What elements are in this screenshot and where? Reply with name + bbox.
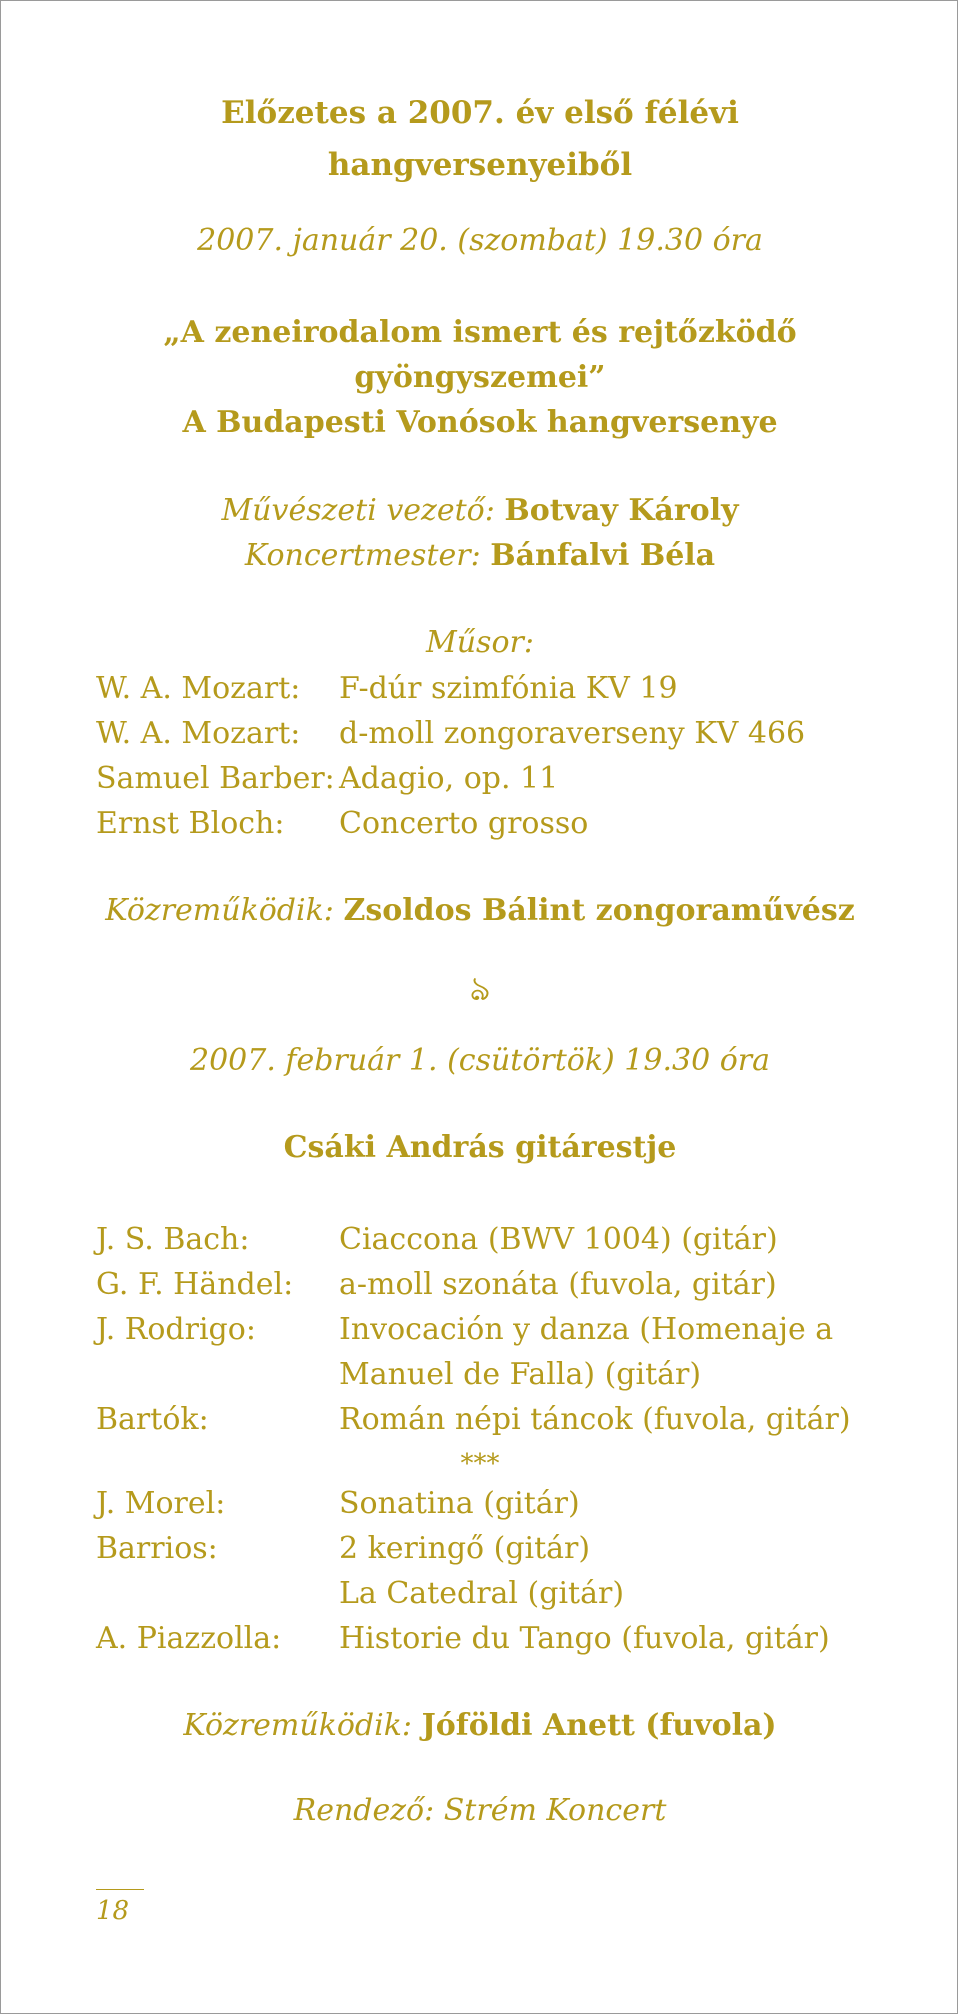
title-line-2: hangversenyeiből (327, 147, 633, 183)
program-composer (96, 1571, 339, 1616)
page-title (1, 87, 959, 191)
program-row (96, 1307, 851, 1352)
program-label: Műsor: (426, 625, 534, 660)
program-composer: A. Piazzolla: (96, 1621, 282, 1656)
artistic-director-role: Művészeti vezető: (221, 493, 495, 528)
program-row (96, 666, 805, 711)
program-composer: J. Rodrigo: (96, 1312, 256, 1347)
concertmaster-role: Koncertmester: (244, 538, 481, 573)
program-row (96, 1616, 830, 1661)
program-composer: Bartók: (96, 1402, 209, 1437)
program-row (96, 801, 805, 846)
title-line-1: Előzetes a 2007. év első félévi (221, 95, 739, 131)
artistic-director-line (1, 488, 959, 533)
ornament-divider: ঌ (469, 969, 491, 1009)
program-work: Adagio, op. 11 (339, 761, 559, 796)
program-row (96, 1481, 830, 1526)
program-row (96, 1352, 851, 1397)
page-number: 18 (96, 1889, 144, 1926)
program-work: F-dúr szimfónia KV 19 (339, 671, 678, 706)
featuring-name: Zsoldos Bálint zongoraművész (343, 893, 855, 928)
program-work: La Catedral (gitár) (339, 1576, 625, 1611)
program-composer: Ernst Bloch: (96, 806, 285, 841)
concert2-title: Csáki András gitárestje (283, 1130, 677, 1165)
program-work: Sonatina (gitár) (339, 1486, 580, 1521)
program-row (96, 1397, 851, 1442)
concert2-date: 2007. február 1. (csütörtök) 19.30 óra (190, 1043, 770, 1078)
program-row (96, 756, 805, 801)
program-row (96, 1262, 851, 1307)
program-composer: J. S. Bach: (96, 1222, 250, 1257)
featuring-role: Közreműködik: (183, 1708, 413, 1743)
program-work: Historie du Tango (fuvola, gitár) (339, 1621, 830, 1656)
program-work: Ciaccona (BWV 1004) (gitár) (339, 1222, 778, 1257)
program-separator: *** (460, 1449, 500, 1479)
concertmaster-name: Bánfalvi Béla (490, 538, 716, 573)
program-work: Concerto grosso (339, 806, 589, 841)
program-work: d-moll zongoraverseny KV 466 (339, 716, 806, 751)
program-composer: G. F. Händel: (96, 1267, 294, 1302)
program-row (96, 1571, 830, 1616)
featuring-name: Jóföldi Anett (fuvola) (421, 1708, 777, 1743)
program-composer: Samuel Barber: (96, 761, 335, 796)
concert1-featuring (1, 888, 959, 933)
featuring-role: Közreműködik: (105, 893, 334, 928)
program-row (96, 1217, 851, 1262)
program-composer: W. A. Mozart: (96, 716, 301, 751)
concertmaster-line (1, 533, 959, 578)
concert2-program-part2 (96, 1481, 830, 1661)
concert1-title-line-1: „A zeneirodalom ismert és rejtőzködő (163, 315, 797, 350)
program-work: Manuel de Falla) (gitár) (339, 1357, 702, 1392)
concert1-subtitle: A Budapesti Vonósok hangversenye (182, 405, 778, 440)
program-work: Invocación y danza (Homenaje a (339, 1312, 834, 1347)
program-work: a-moll szonáta (fuvola, gitár) (339, 1267, 777, 1302)
concert2-featuring (1, 1703, 959, 1748)
concert1-credits (1, 488, 959, 578)
concert1-title-line-2: gyöngyszemei” (354, 360, 606, 395)
program-work: 2 keringő (gitár) (339, 1531, 591, 1566)
concert1-program (96, 666, 805, 846)
program-row (96, 711, 805, 756)
artistic-director-name: Botvay Károly (504, 493, 739, 528)
program-composer: W. A. Mozart: (96, 671, 301, 706)
concert1-date: 2007. január 20. (szombat) 19.30 óra (197, 223, 763, 258)
program-composer: Barrios: (96, 1531, 218, 1566)
program-composer: J. Morel: (96, 1486, 226, 1521)
concert1-title (1, 310, 959, 445)
organizer-line: Rendező: Strém Koncert (293, 1793, 667, 1828)
program-row (96, 1526, 830, 1571)
concert2-program (96, 1217, 851, 1442)
program-work: Román népi táncok (fuvola, gitár) (339, 1402, 851, 1437)
program-composer (96, 1352, 339, 1397)
